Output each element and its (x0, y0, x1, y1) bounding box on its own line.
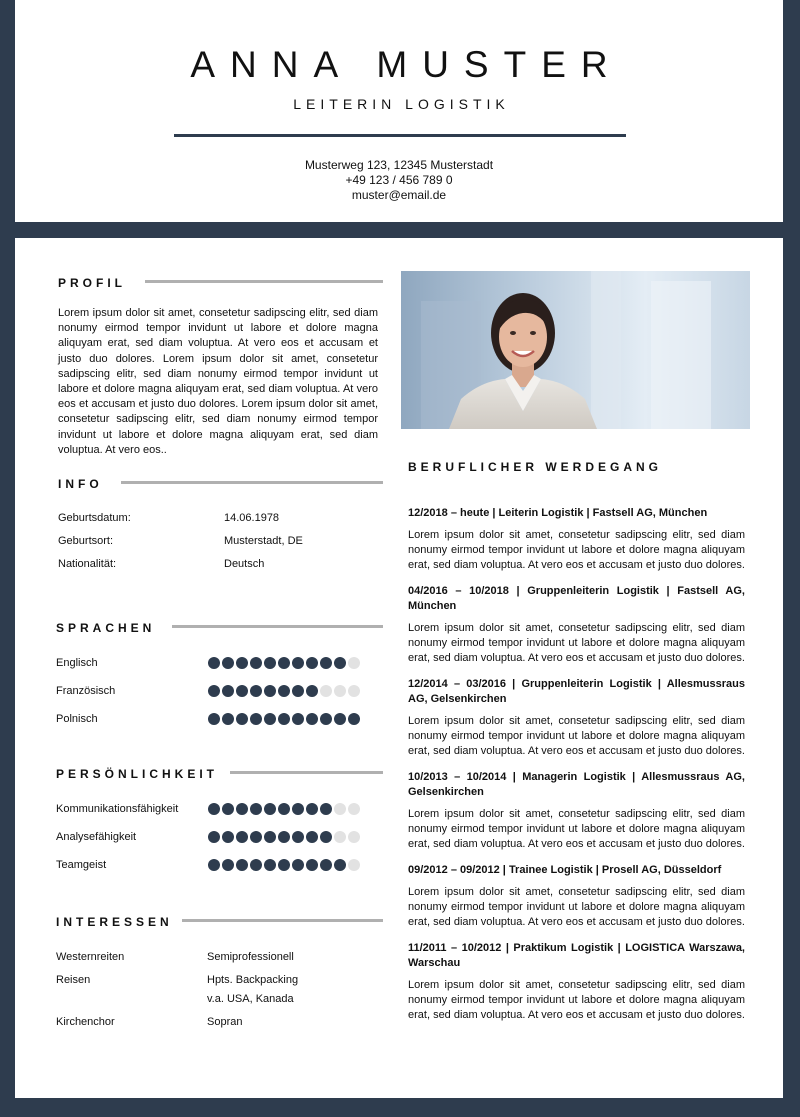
personality-label: Analysefähigkeit (56, 831, 137, 843)
interest-label: Kirchenchor (56, 1016, 115, 1028)
rating-dot-empty (348, 831, 360, 843)
career-entry-title: 12/2014 – 03/2016 | Gruppenleiterin Logistik | Allesmussraus AG, Gelsenkirchen (408, 678, 745, 705)
rating-dot-filled (264, 657, 276, 669)
rating-dot-filled (306, 831, 318, 843)
interests-heading: INTERESSEN (56, 915, 173, 929)
rating-dot-empty (348, 657, 360, 669)
info-label: Nationalität: (58, 558, 117, 570)
rating-dot-filled (278, 803, 290, 815)
career-entry (408, 584, 745, 666)
rating-dot-filled (292, 713, 304, 725)
career-entry-title: 10/2013 – 10/2014 | Managerin Logistik | Allesmussraus AG, Gelsenkirchen (408, 771, 745, 798)
language-label: Englisch (56, 657, 98, 669)
phone: +49 123 / 456 789 0 (345, 173, 453, 187)
rating-dot-empty (334, 685, 346, 697)
rating-dot-filled (264, 831, 276, 843)
rating-dot-filled (292, 859, 304, 871)
person-name: ANNA MUSTER (190, 44, 623, 85)
rating-dot-empty (334, 831, 346, 843)
rating-dot-filled (278, 859, 290, 871)
rating-dot-filled (222, 657, 234, 669)
career-list (408, 506, 745, 1034)
rating-dot-filled (320, 657, 332, 669)
info-value: 14.06.1978 (224, 512, 280, 524)
rating-dot-filled (250, 859, 262, 871)
interest-label: Reisen (56, 974, 91, 986)
header-divider (174, 134, 626, 137)
career-entry-title: 09/2012 – 09/2012 | Trainee Logistik | Prosell AG, Düsseldorf (408, 864, 722, 876)
rating-dot-filled (278, 713, 290, 725)
email[interactable]: muster@email.de (351, 188, 447, 202)
career-entry (408, 506, 745, 573)
rating-dot-filled (264, 803, 276, 815)
career-entry-text: Lorem ipsum dolor sit amet, consetetur sadipscing elitr, sed diam nonumy eirmod tempor invidunt ut labore et dolore magna aliquyam erat, sed diam voluptua. At vero eos et accusam et justo duo dolores. (408, 808, 745, 850)
rating-dot-filled (236, 831, 248, 843)
profile-heading-line (145, 280, 383, 283)
rating-dot-filled (292, 831, 304, 843)
profile-heading: PROFIL (58, 276, 126, 290)
rating-dot-filled (264, 685, 276, 697)
interest-value: Hpts. Backpacking (207, 974, 299, 986)
rating-dot-filled (222, 685, 234, 697)
personality-heading: PERSÖNLICHKEIT (56, 767, 219, 781)
contact-block (15, 158, 783, 203)
rating-dot-filled (306, 859, 318, 871)
portrait-photo-image (401, 271, 750, 429)
career-entry-text: Lorem ipsum dolor sit amet, consetetur sadipscing elitr, sed diam nonumy eirmod tempor invidunt ut labore et dolore magna aliquyam erat, sed diam voluptua. At vero eos et accusam et justo duo dolores. (408, 979, 745, 1021)
career-entry-title: 04/2016 – 10/2018 | Gruppenleiterin Logistik | Fastsell AG, München (408, 585, 745, 612)
info-heading: INFO (58, 477, 103, 491)
rating-dot-filled (334, 657, 346, 669)
rating-dot-filled (222, 803, 234, 815)
rating-dot-filled (320, 713, 332, 725)
personality-rating (208, 859, 360, 871)
rating-dot-filled (250, 685, 262, 697)
rating-dot-filled (236, 657, 248, 669)
rating-dot-filled (334, 713, 346, 725)
rating-dot-filled (278, 685, 290, 697)
info-label: Geburtsdatum: (58, 512, 131, 524)
language-rating (208, 713, 360, 725)
career-entry-title: 11/2011 – 10/2012 | Praktikum Logistik | LOGISTICA Warszawa, Warschau (408, 942, 745, 969)
rating-dot-filled (208, 685, 220, 697)
career-entry-text: Lorem ipsum dolor sit amet, consetetur sadipscing elitr, sed diam nonumy eirmod tempor invidunt ut labore et dolore magna aliquyam erat, sed diam voluptua. At vero eos et accusam et justo duo dolores. (408, 886, 745, 928)
profile-text: Lorem ipsum dolor sit amet, consetetur sadipscing elitr, sed diam nonumy eirmod tempor invidunt ut labore et dolore magna aliquyam erat, sed diam voluptua. At vero eos et accusam et justo duo dolores. Lorem ipsum dolor sit amet, consetetur sadipscing elitr, sed diam nonumy eirmod tempor invidunt ut labore et dolore magna aliquyam erat, sed diam voluptua. At vero eos et accusam et justo duo dolores. Lorem ipsum dolor sit amet, consetetur sadipscing elitr, sed diam nonumy eirmod tempor invidunt ut labore et dolore magna aliquyam erat, sed diam voluptua. At vero eos.. (58, 307, 378, 456)
rating-dot-filled (320, 859, 332, 871)
rating-dot-filled (208, 859, 220, 871)
address: Musterweg 123, 12345 Musterstadt (304, 158, 494, 172)
rating-dot-filled (278, 831, 290, 843)
rating-dot-filled (250, 713, 262, 725)
personality-heading-line (230, 771, 383, 774)
resume-header (15, 0, 783, 222)
rating-dot-filled (222, 713, 234, 725)
rating-dot-filled (208, 657, 220, 669)
languages-heading: SPRACHEN (56, 621, 156, 635)
resume-body (15, 238, 783, 1098)
rating-dot-filled (236, 685, 248, 697)
rating-dot-filled (306, 657, 318, 669)
languages-heading-line (172, 625, 383, 628)
language-label: Polnisch (56, 713, 98, 725)
personality-rating (208, 803, 360, 815)
rating-dot-filled (236, 859, 248, 871)
personality-label: Kommunikationsfähigkeit (56, 803, 179, 815)
rating-dot-filled (250, 803, 262, 815)
rating-dot-filled (348, 713, 360, 725)
career-entry (408, 677, 745, 759)
rating-dot-filled (320, 803, 332, 815)
rating-dot-filled (250, 657, 262, 669)
career-entry (408, 941, 745, 1023)
career-entry-text: Lorem ipsum dolor sit amet, consetetur sadipscing elitr, sed diam nonumy eirmod tempor invidunt ut labore et dolore magna aliquyam erat, sed diam voluptua. At vero eos et accusam et justo duo dolores. (408, 622, 745, 664)
interest-value-line2: v.a. USA, Kanada (207, 993, 294, 1005)
rating-dot-filled (264, 859, 276, 871)
rating-dot-filled (222, 859, 234, 871)
rating-dot-filled (320, 831, 332, 843)
personality-rating (208, 831, 360, 843)
rating-dot-filled (292, 685, 304, 697)
rating-dot-empty (320, 685, 332, 697)
job-title: LEITERIN LOGISTIK (293, 96, 510, 112)
language-rating (208, 685, 360, 697)
interest-value: Semiprofessionell (207, 951, 294, 963)
language-label: Französisch (56, 685, 116, 697)
profile-photo (401, 271, 750, 429)
career-entry-text: Lorem ipsum dolor sit amet, consetetur sadipscing elitr, sed diam nonumy eirmod tempor invidunt ut labore et dolore magna aliquyam erat, sed diam voluptua. At vero eos et accusam et justo duo dolores. (408, 715, 745, 757)
personality-label: Teamgeist (56, 859, 107, 871)
rating-dot-filled (208, 803, 220, 815)
rating-dot-filled (306, 803, 318, 815)
rating-dot-empty (348, 859, 360, 871)
info-label: Geburtsort: (58, 535, 114, 547)
career-entry (408, 863, 745, 930)
rating-dot-filled (292, 657, 304, 669)
rating-dot-filled (208, 831, 220, 843)
rating-dot-filled (334, 859, 346, 871)
rating-dot-filled (250, 831, 262, 843)
info-value: Musterstadt, DE (224, 535, 303, 547)
rating-dot-filled (208, 713, 220, 725)
career-entry-title: 12/2018 – heute | Leiterin Logistik | Fastsell AG, München (408, 507, 708, 519)
interest-value: Sopran (207, 1016, 243, 1028)
rating-dot-filled (278, 657, 290, 669)
career-entry (408, 770, 745, 852)
interests-heading-line (182, 919, 383, 922)
rating-dot-empty (348, 803, 360, 815)
rating-dot-filled (306, 713, 318, 725)
rating-dot-filled (222, 831, 234, 843)
career-heading: BERUFLICHER WERDEGANG (408, 460, 662, 474)
rating-dot-filled (236, 803, 248, 815)
rating-dot-empty (348, 685, 360, 697)
rating-dot-empty (334, 803, 346, 815)
interest-label: Westernreiten (56, 951, 125, 963)
language-rating (208, 657, 360, 669)
info-heading-line (121, 481, 383, 484)
info-value: Deutsch (224, 558, 265, 570)
rating-dot-filled (236, 713, 248, 725)
rating-dot-filled (306, 685, 318, 697)
rating-dot-filled (292, 803, 304, 815)
career-entry-text: Lorem ipsum dolor sit amet, consetetur sadipscing elitr, sed diam nonumy eirmod tempor invidunt ut labore et dolore magna aliquyam erat, sed diam voluptua. At vero eos et accusam et justo duo dolores. (408, 529, 745, 571)
rating-dot-filled (264, 713, 276, 725)
